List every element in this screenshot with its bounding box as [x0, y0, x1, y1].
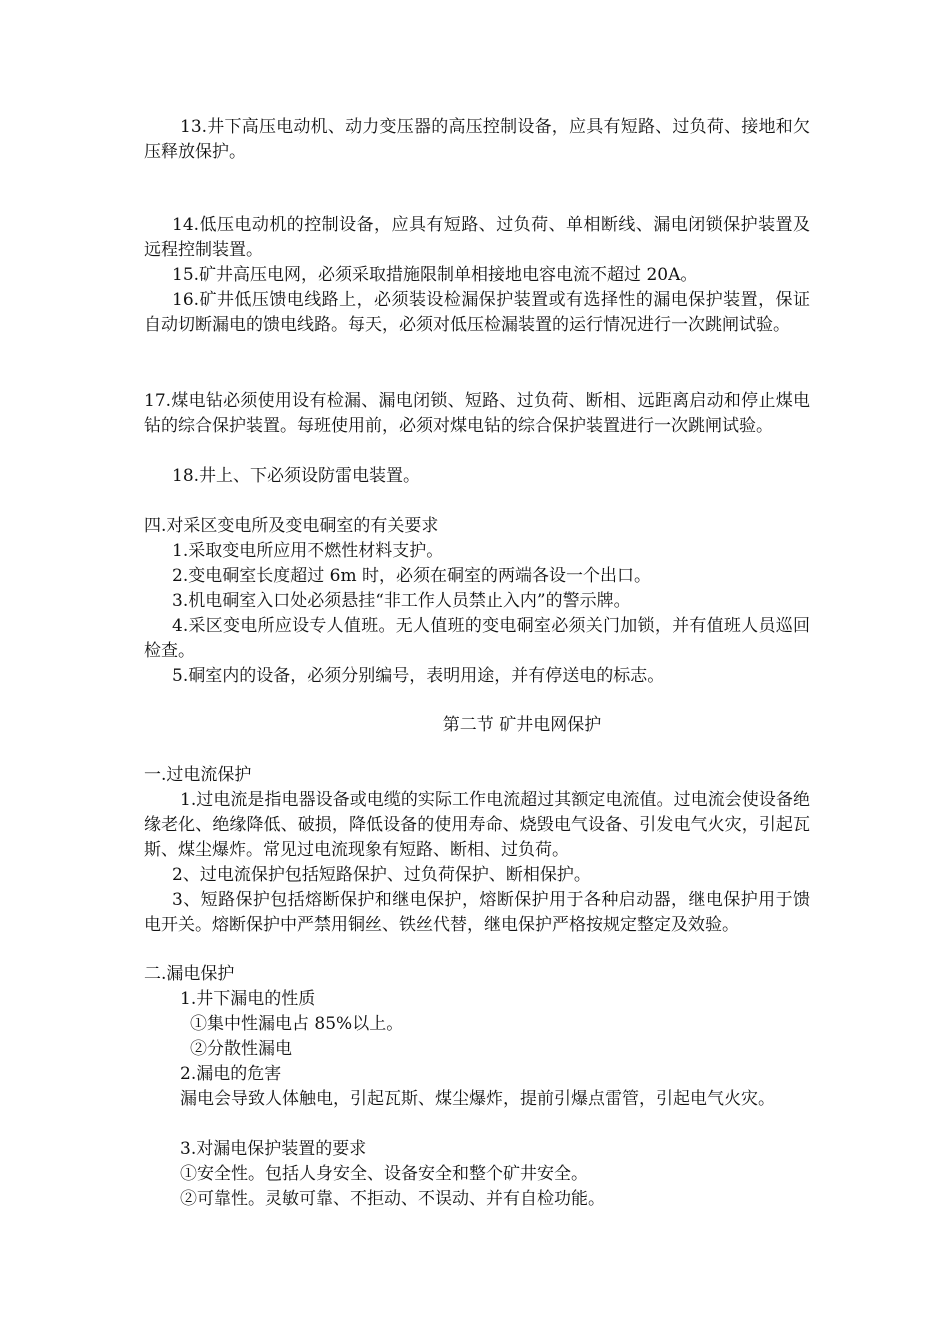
paragraph-17: 17.煤电钻必须使用设有检漏、漏电闭锁、短路、过负荷、断相、远距离启动和停止煤电钻的综合保护装置。每班使用前，必须对煤电钻的综合保护装置进行一次跳闸试验。 — [144, 391, 810, 436]
leakage-item-1b: ②分散性漏电 — [190, 1039, 292, 1059]
leakage-item-3a: ①安全性。包括人身安全、设备安全和整个矿井安全。 — [180, 1164, 588, 1184]
item-4-4: 4.采区变电所应设专人值班。无人值班的变电硐室必须关门加锁，并有值班人员巡回检查。 — [144, 616, 810, 661]
paragraph-15: 15.矿井高压电网，必须采取措施限制单相接地电容电流不超过 20A。 — [172, 265, 698, 285]
leakage-item-2-text: 漏电会导致人体触电，引起瓦斯、煤尘爆炸，提前引爆点雷管，引起电气火灾。 — [180, 1089, 775, 1109]
overcurrent-item-3: 3、短路保护包括熔断保护和继电保护，熔断保护用于各种启动器，继电保护用于馈电开关。熔断保护中严禁用铜丝、铁丝代替，继电保护严格按规定整定及效验。 — [144, 890, 810, 935]
leakage-item-1a: ①集中性漏电占 85%以上。 — [190, 1014, 404, 1034]
paragraph-18: 18.井上、下必须设防雷电装置。 — [172, 466, 421, 486]
heading-leakage: 二.漏电保护 — [144, 964, 235, 984]
paragraph-16: 16.矿井低压馈电线路上，必须装设检漏保护装置或有选择性的漏电保护装置，保证自动切断漏电的馈电线路。每天，必须对低压检漏装置的运行情况进行一次跳闸试验。 — [144, 290, 810, 335]
item-4-5: 5.硐室内的设备，必须分别编号，表明用途，并有停送电的标志。 — [172, 666, 665, 686]
item-4-3: 3.机电硐室入口处必须悬挂“非工作人员禁止入内”的警示牌。 — [172, 591, 631, 611]
leakage-item-1: 1.井下漏电的性质 — [180, 989, 316, 1009]
section-heading-4: 四.对采区变电所及变电硐室的有关要求 — [144, 516, 439, 536]
paragraph-13: 13.井下高压电动机、动力变压器的高压控制设备，应具有短路、过负荷、接地和欠压释放保护。 — [144, 117, 810, 162]
leakage-item-3: 3.对漏电保护装置的要求 — [180, 1139, 367, 1159]
heading-overcurrent: 一.过电流保护 — [144, 765, 252, 785]
leakage-item-3b: ②可靠性。灵敏可靠、不拒动、不误动、并有自检功能。 — [180, 1189, 605, 1209]
item-4-1: 1.采取变电所应用不燃性材料支护。 — [172, 541, 444, 561]
overcurrent-item-1: 1.过电流是指电器设备或电缆的实际工作电流超过其额定电流值。过电流会使设备绝缘老化、绝缘降低、破损，降低设备的使用寿命、烧毁电气设备、引发电气火灾，引起瓦斯、煤尘爆炸。常见过电流现象有短路、断相、过负荷。 — [144, 790, 810, 860]
overcurrent-item-2: 2、过电流保护包括短路保护、过负荷保护、断相保护。 — [172, 865, 591, 885]
section-title: 第二节 矿井电网保护 — [442, 715, 602, 735]
paragraph-14: 14.低压电动机的控制设备，应具有短路、过负荷、单相断线、漏电闭锁保护装置及远程控制装置。 — [144, 215, 810, 260]
item-4-2: 2.变电硐室长度超过 6m 时，必须在硐室的两端各设一个出口。 — [172, 566, 651, 586]
leakage-item-2: 2.漏电的危害 — [180, 1064, 282, 1084]
